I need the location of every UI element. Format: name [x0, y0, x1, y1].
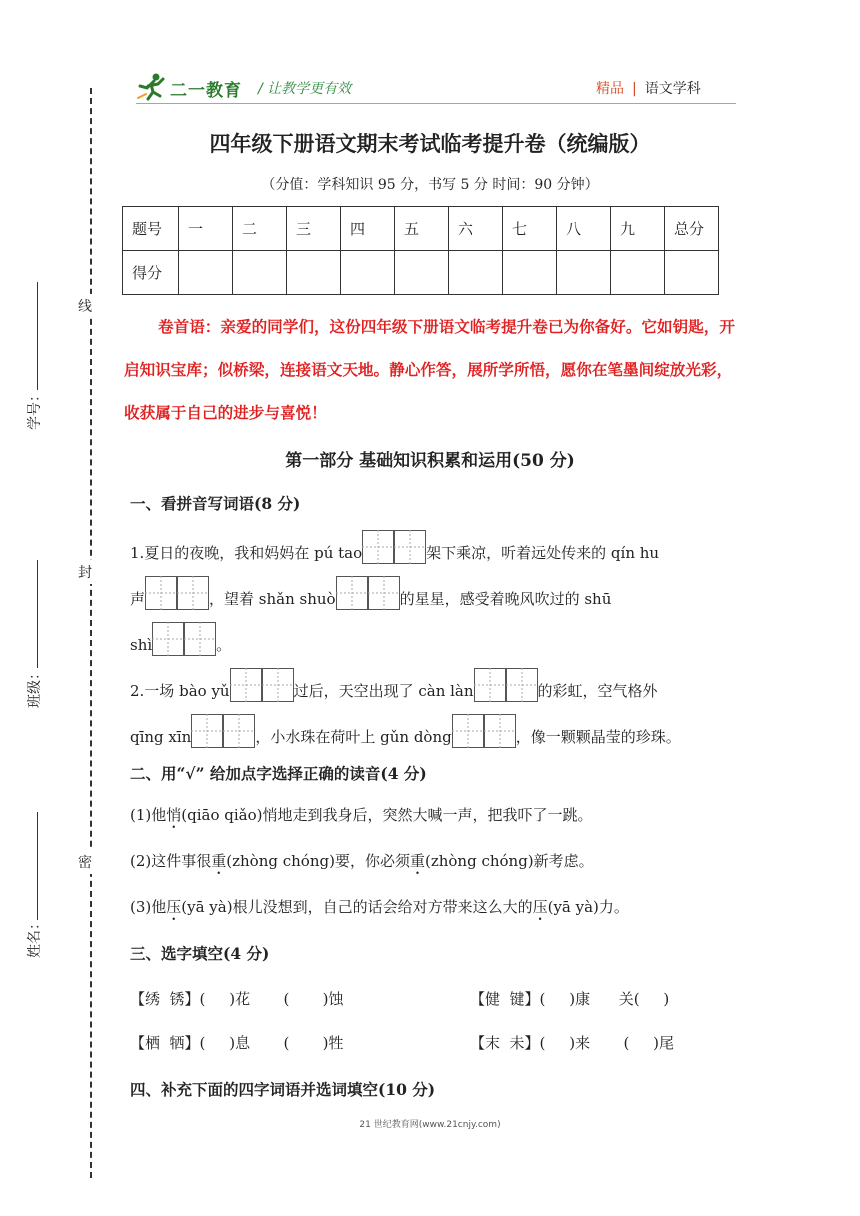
- class-label: 班级：: [27, 666, 43, 708]
- exam-subtitle: （分值：学科知识 95 分，书写 5 分 时间：90 分钟）: [261, 177, 599, 193]
- score-input-cell[interactable]: [449, 251, 503, 295]
- item-text: (2)这件事很: [130, 852, 212, 870]
- q1-line1: [130, 530, 659, 564]
- tag-subject: 语文学科: [644, 81, 701, 97]
- item-text: (yā yà)根儿没想到，自己的话会给对方带来这么大的: [181, 898, 533, 916]
- score-cell-header: 二: [233, 207, 287, 251]
- id-label: 学号：: [27, 388, 43, 430]
- dotted-char: 重: [211, 852, 227, 870]
- pinyin: shì: [130, 636, 153, 654]
- score-input-cell[interactable]: [179, 251, 233, 295]
- q1-text: ，望着: [209, 590, 259, 608]
- pinyin-answer-box[interactable]: [152, 622, 216, 656]
- score-table: [122, 206, 719, 295]
- dotted-char: 压: [166, 898, 182, 916]
- section4-title: 四、补充下面的四字词语并选词填空(10 分): [130, 1080, 436, 1099]
- item-text: (3)他: [130, 898, 167, 916]
- pinyin-answer-box[interactable]: [474, 668, 538, 702]
- item-text: (zhòng chóng)新考虑。: [424, 852, 594, 870]
- q1-line3: [130, 622, 231, 656]
- section2-title: 二、用“√” 给加点字选择正确的读音(4 分): [130, 764, 427, 783]
- id-blank-line[interactable]: [37, 282, 38, 390]
- page-footer: 21 世纪教育网(www.21cnjy.com): [359, 1120, 501, 1130]
- pinyin: qín hu: [610, 544, 660, 562]
- runner-logo-icon: [136, 72, 166, 102]
- pronunciation-item-1[interactable]: [130, 804, 593, 825]
- q2-line2: [130, 714, 681, 748]
- score-cell-header: 五: [395, 207, 449, 251]
- pronunciation-item-3[interactable]: [130, 896, 629, 917]
- pinyin: shū: [584, 590, 612, 608]
- choose-char-row1-left[interactable]: 【绣 锈】( )花 ( )蚀: [130, 990, 344, 1008]
- score-cell-header: 一: [179, 207, 233, 251]
- q2-text: 2.一场: [130, 682, 180, 700]
- slogan: / 让教学更有效: [258, 81, 352, 97]
- binding-char-line: 线: [78, 294, 92, 318]
- score-cell-header: 四: [341, 207, 395, 251]
- dotted-char: 悄: [166, 806, 182, 824]
- score-input-cell[interactable]: [503, 251, 557, 295]
- pinyin: bào yǔ: [179, 682, 230, 700]
- pinyin: pú tao: [314, 544, 363, 562]
- score-cell-header: 九: [611, 207, 665, 251]
- score-cell-header: 七: [503, 207, 557, 251]
- pinyin-answer-box[interactable]: [191, 714, 255, 748]
- header-tags: [596, 78, 701, 98]
- binding-char-seal: 封: [78, 560, 92, 584]
- pinyin: qīng xīn: [130, 728, 192, 746]
- pinyin: càn làn: [418, 682, 474, 700]
- class-blank-line[interactable]: [37, 560, 38, 668]
- item-text: (qiāo qiǎo)悄地走到我身后，突然大喊一声，把我吓了一跳。: [181, 806, 593, 824]
- pinyin-answer-box[interactable]: [145, 576, 209, 610]
- score-input-cell[interactable]: [233, 251, 287, 295]
- pinyin: shǎn shuò: [258, 590, 336, 608]
- binding-char-close: 密: [78, 850, 92, 874]
- score-cell-header: 题号: [123, 207, 179, 251]
- q2-line1: [130, 668, 658, 702]
- q1-text: 的星星，感受着晚风吹过的: [399, 590, 585, 608]
- part1-title: 第一部分 基础知识积累和运用(50 分): [285, 451, 575, 471]
- pinyin: gǔn dòng: [380, 728, 452, 746]
- choose-char-row2-left[interactable]: 【栖 牺】( )息 ( )牲: [130, 1034, 344, 1052]
- q1-line2: [130, 576, 611, 610]
- score-table-header-row: [123, 207, 719, 251]
- q1-text: 1.夏日的夜晚，我和妈妈在: [130, 544, 315, 562]
- q2-text: 过后，天空出现了: [293, 682, 419, 700]
- dotted-char: 重: [409, 852, 425, 870]
- q1-text: 架下乘凉，听着远处传来的: [426, 544, 611, 562]
- pinyin-answer-box[interactable]: [362, 530, 426, 564]
- preface-text: 卷首语：亲爱的同学们，这份四年级下册语文临考提升卷已为你备好。它如钥匙，开启知识宝库；似桥梁，连接语文天地。静心作答，展所学所悟，愿你在笔墨间绽放光彩，收获属于自己的进步与喜悦！: [124, 318, 735, 422]
- score-cell-header: 八: [557, 207, 611, 251]
- item-text: (1)他: [130, 806, 167, 824]
- binding-dashed-line: [90, 88, 92, 1178]
- score-cell-header: 六: [449, 207, 503, 251]
- pinyin-answer-box[interactable]: [230, 668, 294, 702]
- header-divider: [136, 103, 736, 104]
- tag-quality: 精品: [596, 81, 624, 97]
- tag-separator: |: [632, 81, 637, 97]
- q1-text: 。: [216, 636, 232, 654]
- score-input-cell[interactable]: [611, 251, 665, 295]
- score-cell-header: 总分: [665, 207, 719, 251]
- name-blank-line[interactable]: [37, 812, 38, 920]
- section3-title: 三、选字填空(4 分): [130, 944, 270, 963]
- score-input-cell[interactable]: [287, 251, 341, 295]
- section1-title: 一、看拼音写词语(8 分): [130, 494, 301, 513]
- item-text: (yā yà)力。: [547, 898, 629, 916]
- score-cell-header: 三: [287, 207, 341, 251]
- score-input-cell[interactable]: [395, 251, 449, 295]
- brand-logo: [136, 70, 246, 106]
- score-row-label: 得分: [123, 251, 179, 295]
- choose-char-row2-right[interactable]: 【末 未】( )来 ( )尾: [470, 1034, 675, 1052]
- pinyin-answer-box[interactable]: [452, 714, 516, 748]
- q2-text: ，小水珠在荷叶上: [255, 728, 381, 746]
- pinyin-answer-box[interactable]: [336, 576, 400, 610]
- logo-text: 二一教育: [170, 81, 242, 101]
- pronunciation-item-2[interactable]: [130, 850, 594, 871]
- score-input-cell[interactable]: [341, 251, 395, 295]
- dotted-char: 压: [532, 898, 548, 916]
- q1-text: 声: [130, 590, 146, 608]
- score-input-cell[interactable]: [665, 251, 719, 295]
- score-input-cell[interactable]: [557, 251, 611, 295]
- choose-char-row1-right[interactable]: 【健 键】( )康 关( ): [470, 990, 670, 1008]
- name-label: 姓名：: [27, 916, 43, 958]
- item-text: (zhòng chóng)要，你必须: [226, 852, 410, 870]
- exam-title: 四年级下册语文期末考试临考提升卷（统编版）: [209, 131, 651, 156]
- score-table-score-row: [123, 251, 719, 295]
- q2-text: ，像一颗颗晶莹的珍珠。: [515, 728, 681, 746]
- q2-text: 的彩虹，空气格外: [537, 682, 658, 700]
